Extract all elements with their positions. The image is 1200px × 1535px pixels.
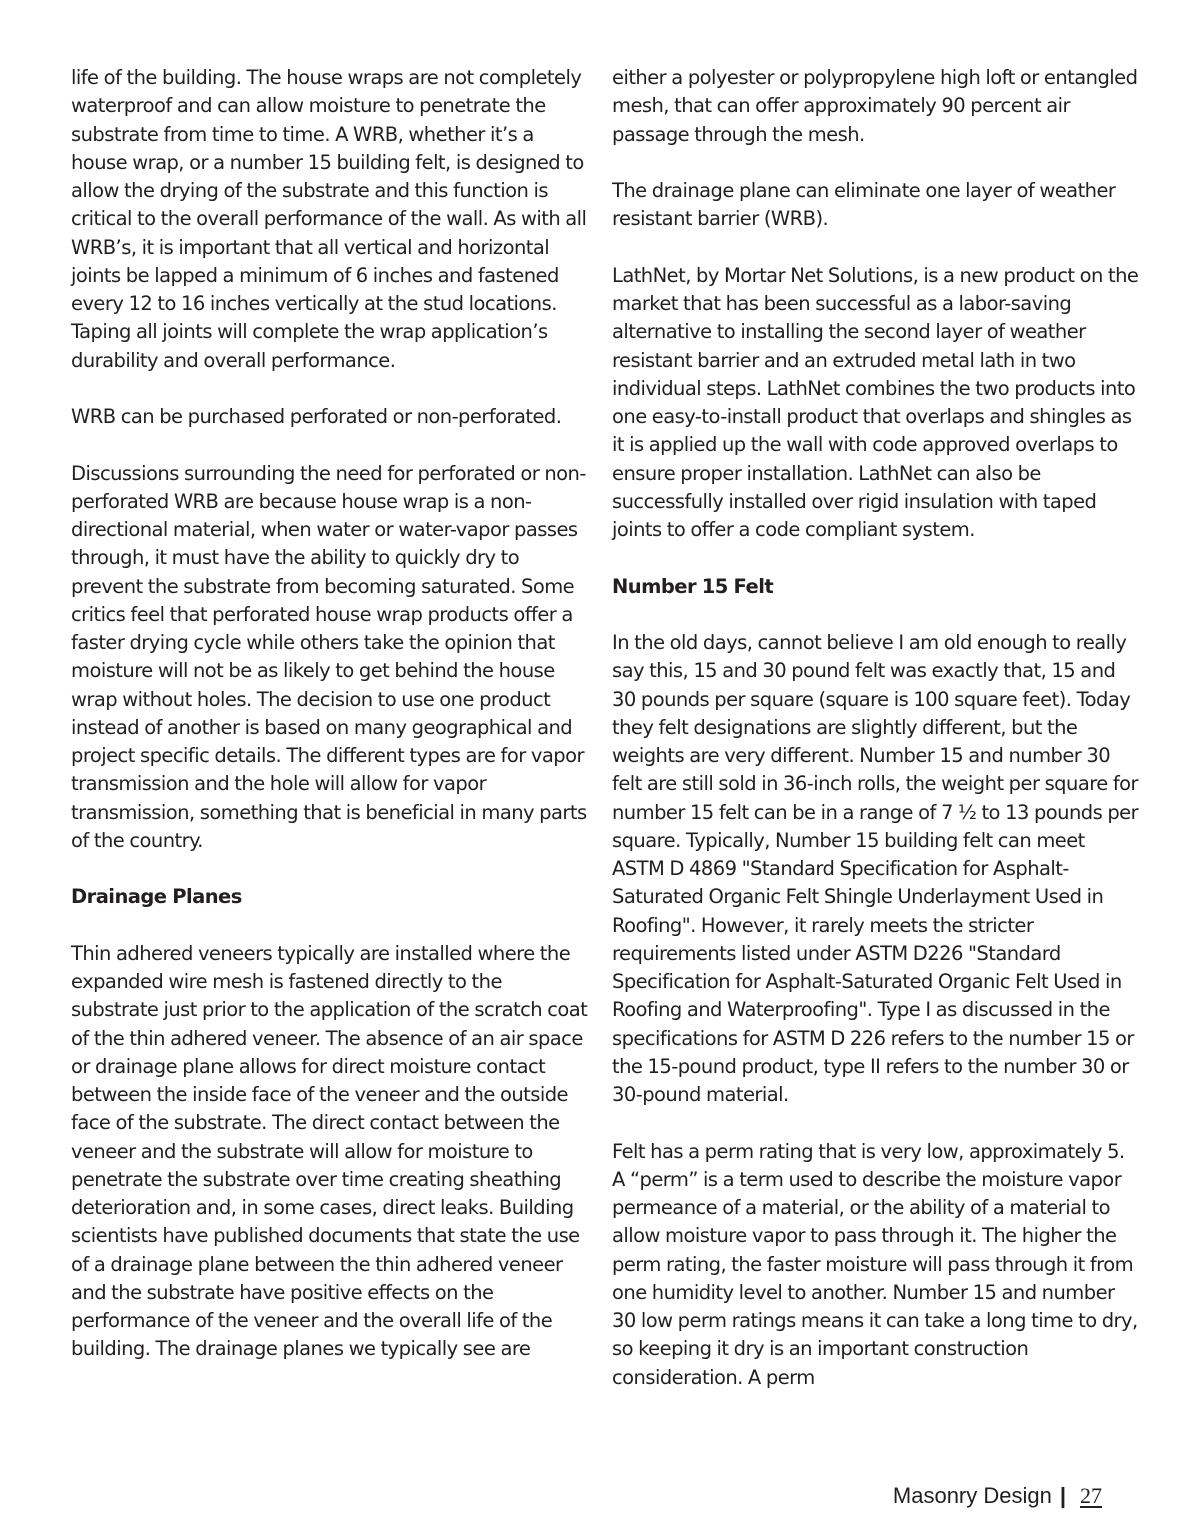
left-column — [71, 64, 593, 1364]
body-paragraph: life of the building. The house wraps are not completely waterproof and can allow moisture to penetrate the substrate from time to time. A WRB, whether it’s a house wrap, or a number 15 building felt, is designed to allow the drying of the substrate and this function is critical to the overall performance of the wall. As with all WRB’s, it is important that all vertical and horizontal joints be lapped a minimum of 6 inches and fastened every 12 to 16 inches vertically at the stud locations. Taping all joints will complete the wrap application’s durability and overall performance. — [71, 66, 587, 372]
body-paragraph: WRB can be purchased perforated or non-perforated. — [71, 405, 562, 428]
section-heading-number-15-felt: Number 15 Felt — [612, 574, 774, 598]
page-footer — [893, 1483, 1102, 1509]
body-paragraph: Thin adhered veneers typically are installed where the expanded wire mesh is fastened directly to the substrate just prior to the application of the scratch coat of the thin adhered veneer. The absence of an air space or drainage plane allows for direct moisture contact between the inside face of the veneer and the outside face of the substrate. The direct contact between the veneer and the substrate will allow for moisture to penetrate the substrate over time creating sheathing deterioration and, in some cases, direct leaks. Building scientists have published documents that state the use of a drainage plane between the thin adhered veneer and the substrate have positive effects on the performance of the veneer and the overall life of the building. The drainage planes we typically see are — [71, 941, 588, 1361]
footer-separator: | — [1059, 1483, 1066, 1508]
body-paragraph: Discussions surrounding the need for perforated or non-perforated WRB are because house wrap is a non-directional material, when water or water-vapor passes through, it must have the ability to quickly dry to prevent the substrate from becoming saturated. Some critics feel that perforated house wrap products offer a faster drying cycle while others take the opinion that moisture will not be as likely to get behind the house wrap without holes. The decision to use one product instead of another is based on many geographical and project specific details. The different types are for vapor transmission and the hole will allow for vapor transmission, something that is beneficial in many parts of the country. — [71, 461, 587, 852]
body-paragraph: Felt has a perm rating that is very low, approximately 5. A “perm” is a term used to describe the moisture vapor permeance of a material, or the ability of a material to allow moisture vapor to pass through it. The higher the perm rating, the faster moisture will pass through it from one humidity level to another. Number 15 and number 30 low perm ratings means it can take a long time to dry, so keeping it dry is an important construction consideration. A perm — [612, 1139, 1138, 1389]
body-paragraph: either a polyester or polypropylene high loft or entangled mesh, that can offer approximately 90 percent air passage through the mesh. — [612, 66, 1138, 146]
body-paragraph: In the old days, cannot believe I am old enough to really say this, 15 and 30 pound felt was exactly that, 15 and 30 pounds per square (square is 100 square feet). Today they felt designations are slightly different, but the weights are very different. Number 15 and number 30 felt are still sold in 36-inch rolls, the weight per square for number 15 felt can be in a range of 7 ½ to 13 pounds per square. Typically, Number 15 building felt can meet ASTM D 4869 "Standard Specification for Asphalt-Saturated Organic Felt Shingle Underlayment Used in Roofing". However, it rarely meets the stricter requirements listed under ASTM D226 "Standard Specification for Asphalt-Saturated Organic Felt Used in Roofing and Waterproofing". Type I as discussed in the specifications for ASTM D 226 refers to the number 15 or the 15-pound product, type II refers to the number 30 or 30-pound material. — [612, 631, 1139, 1106]
body-paragraph: LathNet, by Mortar Net Solutions, is a new product on the market that has been successful as a labor-saving alternative to installing the second layer of weather resistant barrier and an extruded metal lath in two individual steps. LathNet combines the two products into one easy-to-install product that overlaps and shingles as it is applied up the wall with code approved overlaps to ensure proper installation. LathNet can also be successfully installed over rigid insulation with taped joints to offer a code compliant system. — [612, 263, 1139, 541]
body-paragraph: The drainage plane can eliminate one layer of weather resistant barrier (WRB). — [612, 179, 1116, 231]
right-column — [612, 64, 1140, 1392]
page-number: 27 — [1080, 1483, 1102, 1508]
publication-title: Masonry Design — [892, 1483, 1052, 1508]
section-heading-drainage-planes: Drainage Planes — [71, 885, 242, 909]
